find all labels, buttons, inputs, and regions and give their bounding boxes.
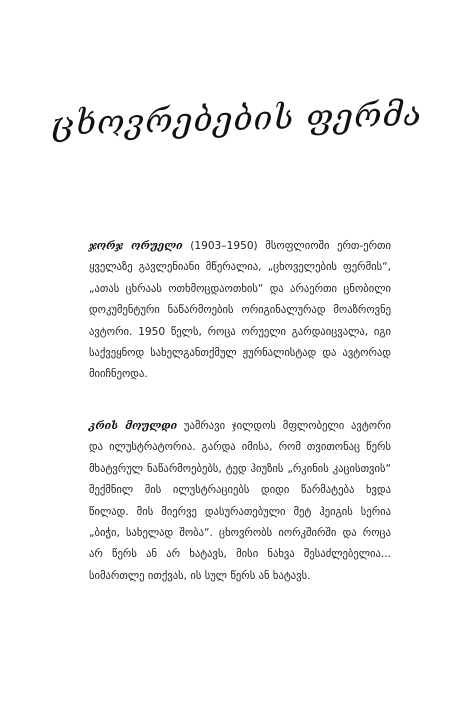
author-bio-paragraph [89, 236, 391, 386]
author-bio-text: (1903–1950) მსოფლიოში ერთ-ერთი ყველაზე გავლენიანი მწერალია, „ცხოველების ფერმის“, „ათას ცხრაას ოთხმოცდაოთხის“ და არაერთი ცნობილი დოკუმენტური ნაწარმოების ორიგინალურად მოაზროვნე ავტორი. 1950 წელს, როცა ორუელი გარდაიცვალა, იგი საქვეყნოდ სახელგანთქმულ ჟურნალისტად და ავტორად მიიჩნეოდა. [89, 240, 391, 381]
book-title: ცხოვრებების ფერმა [51, 94, 423, 143]
illustrator-name: კრის მოულდი [89, 420, 178, 432]
illustrator-bio-paragraph [89, 416, 391, 587]
illustrator-bio-text: უამრავი ჯილდოს მფლობელი ავტორი და ილუსტრატორია. გარდა იმისა, რომ თვითონაც წერს მხატვრულ ნაწარმოებებს, ტედ ჰიუზის „რკინის კაცისთვის“ შექმნილ მის ილუსტრაციებს დიდი წარმატება ხვდა წილად. მის მიერვე დასურათებული მეტ ჰეიგის სერია „ბიჭი, სახელად შობა“. ცხოვრობს იორკშირში და როცა არ წერს ან არ ხატავს, მისი ნახვა შესაძლებელია... სიმართლე ითქვას, ის სულ წერს ან ხატავს. [89, 420, 391, 582]
author-name: ჯორჯ ორუელი [89, 240, 183, 252]
